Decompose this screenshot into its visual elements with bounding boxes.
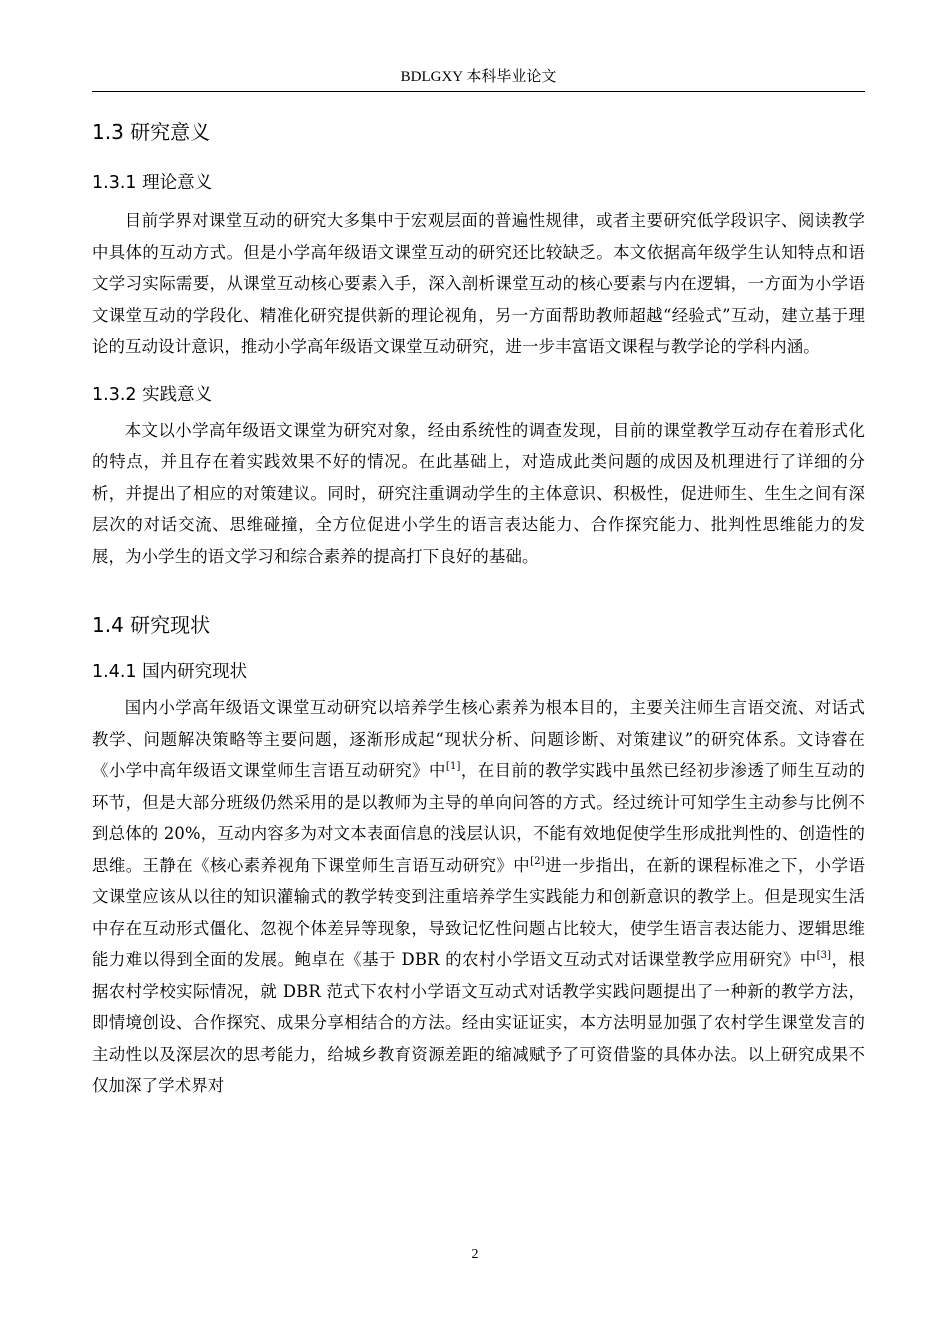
paragraph-text: ，根据农村学校实际情况，就 DBR 范式下农村小学语文互动式对话教学实践问题提出了一种新的教学方法，即情境创设、合作探究、成果分享相结合的方法。经由实证证实，本方法明显加强了农村学生课堂发言的主动性以及深层次的思考能力，给城乡教育资源差距的缩减赋予了可资借鉴的具体办法。以上研究成果不仅加深了学术界对 — [92, 950, 865, 1095]
paragraph-theoretical-significance: 目前学界对课堂互动的研究大多集中于宏观层面的普遍性规律，或者主要研究低学段识字、阅读教学中具体的互动方式。但是小学高年级语文课堂互动的研究还比较缺乏。本文依据高年级学生认知特点和语文学习实际需要，从课堂互动核心要素入手，深入剖析课堂互动的核心要素与内在逻辑，一方面为小学语文课堂互动的学段化、精准化研究提供新的理论视角，另一方面帮助教师超越“经验式”互动，建立基于理论的互动设计意识，推动小学高年级语文课堂互动研究，进一步丰富语文课程与教学论的学科内涵。 — [92, 211, 865, 356]
running-header: BDLGXY 本科毕业论文 — [400, 69, 557, 85]
subsection-heading-1-3-1: 1.3.1 理论意义 — [92, 173, 213, 193]
paragraph-text: 国内小学高年级语文课堂互动研究以培养学生核心素养为根本目的，主要关注师生言语交流、对话式教学、问题解决策略等主要问题，逐渐形成起“现状分析、问题诊断、对策建议”的研究体系。文诗睿在《小学中高年级语文课堂师生言语互动研究》中 — [92, 698, 865, 780]
subsection-heading-1-4-1: 1.4.1 国内研究现状 — [92, 662, 248, 682]
paragraph-domestic-research — [92, 692, 865, 1102]
section-heading-1-4: 1.4 研究现状 — [92, 613, 211, 637]
paragraph-text: ，在目前的教学实践中虽然已经初步渗透了师生互动的环节，但是大部分班级仍然采用的是以教师为主导的单向问答的方式。经过统计可知学生主动参与比例不到总体的 20%，互动内容多为对文本表面信息的浅层认识，不能有效地促使学生形成批判性的、创造性的思维。王静在《核心素养视角下课堂师生言语互动研究》中 — [92, 761, 865, 875]
page-body — [92, 112, 865, 1102]
header-rule — [92, 91, 865, 92]
citation-ref-2: [2] — [530, 855, 545, 867]
paragraph-text: 进一步指出，在新的课程标准之下，小学语文课堂应该从以往的知识灌输式的教学转变到注重培养学生实践能力和创新意识的教学上。但是现实生活中存在互动形式僵化、忽视个体差异等现象，导致记忆性问题占比较大，使学生语言表达能力、逻辑思维能力难以得到全面的发展。鲍卓在《基于 DBR 的农村小学语文互动式对话课堂教学应用研究》中 — [92, 855, 865, 969]
paragraph-practical-significance: 本文以小学高年级语文课堂为研究对象，经由系统性的调查发现，目前的课堂教学互动存在着形式化的特点，并且存在着实践效果不好的情况。在此基础上，对造成此类问题的成因及机理进行了详细的分析，并提出了相应的对策建议。同时，研究注重调动学生的主体意识、积极性，促进师生、生生之间有深层次的对话交流、思维碰撞，全方位促进小学生的语言表达能力、合作探究能力、批判性思维能力的发展，为小学生的语文学习和综合素养的提高打下良好的基础。 — [92, 420, 865, 566]
section-heading-1-3: 1.3 研究意义 — [92, 120, 211, 144]
page-number: 2 — [471, 1247, 479, 1262]
citation-ref-3: [3] — [816, 950, 832, 961]
citation-ref-1: [1] — [445, 761, 461, 772]
subsection-heading-1-3-2: 1.3.2 实践意义 — [92, 384, 213, 405]
